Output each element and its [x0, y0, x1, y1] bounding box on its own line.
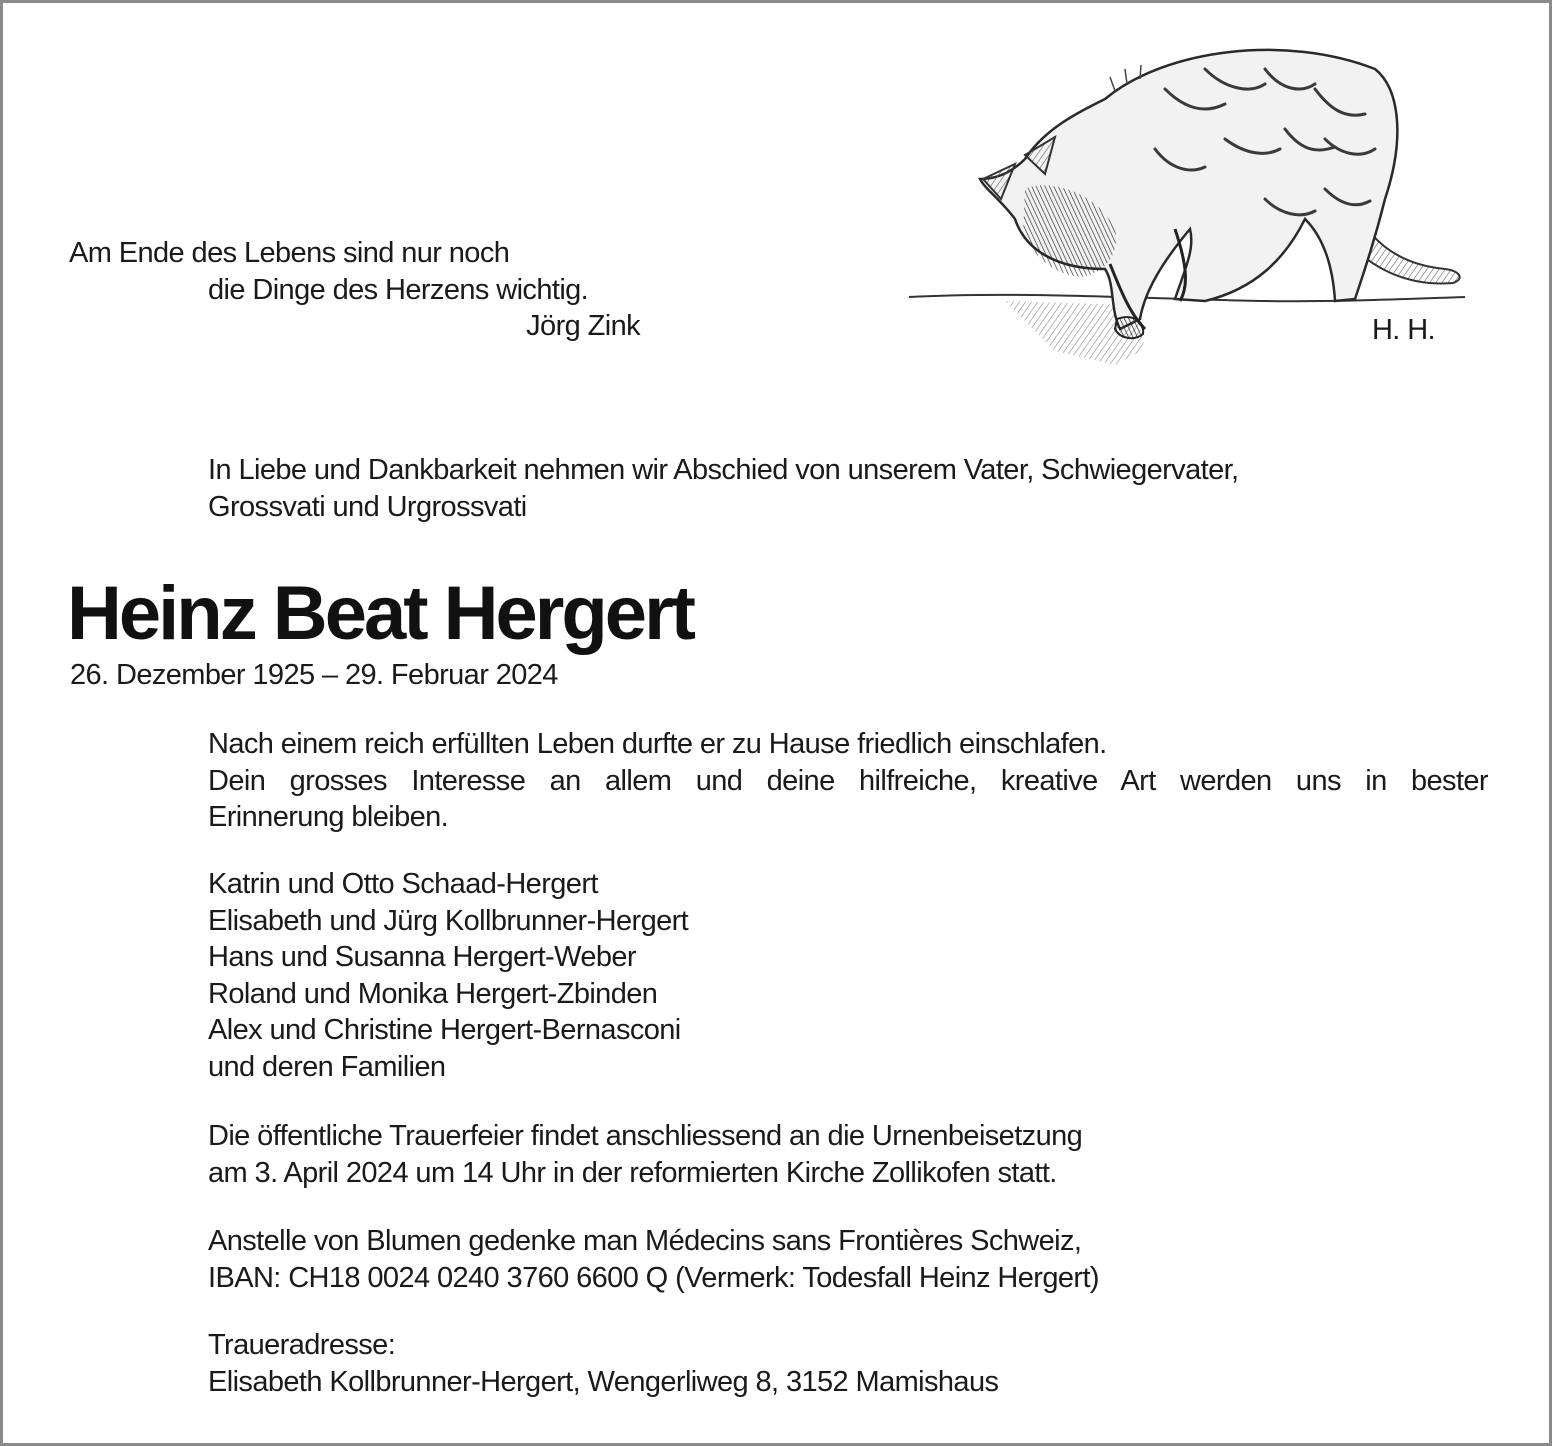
family-list — [208, 866, 1488, 1085]
donation-info — [208, 1223, 1488, 1296]
quote-line-2: die Dinge des Herzens wichtig. — [208, 274, 589, 306]
quote-author: Jörg Zink — [526, 310, 640, 342]
donation-line-1: Anstelle von Blumen gedenke man Médecins sans Frontières Schweiz, — [208, 1225, 1082, 1257]
intro-line-1: In Liebe und Dankbarkeit nehmen wir Abschied von unserem Vater, Schwiegervater, — [208, 454, 1239, 486]
service-line-1: Die öffentliche Trauerfeier findet anschliessend an die Urnenbeisetzung — [208, 1120, 1083, 1152]
service-info — [208, 1118, 1488, 1191]
message-paragraph — [208, 726, 1488, 836]
service-line-2: am 3. April 2024 um 14 Uhr in der reformierten Kirche Zollikofen statt. — [208, 1156, 1057, 1189]
intro-text — [208, 452, 1239, 525]
message-line-2: Dein grosses Interesse an allem und deine hilfreiche, kreative Art werden uns in bester — [208, 764, 1488, 797]
message-line-1: Nach einem reich erfüllten Leben durfte er zu Hause friedlich einschlafen. — [208, 728, 1107, 760]
family-member: Roland und Monika Hergert-Zbinden — [208, 977, 658, 1010]
family-member: und deren Familien — [208, 1050, 446, 1083]
life-dates: 26. Dezember 1925 – 29. Februar 2024 — [70, 659, 558, 691]
address-label: Traueradresse: — [208, 1329, 396, 1361]
deceased-name: Heinz Beat Hergert — [67, 571, 693, 656]
family-member: Alex und Christine Hergert-Bernasconi — [208, 1014, 681, 1046]
family-member: Elisabeth und Jürg Kollbrunner-Hergert — [208, 904, 689, 937]
family-member: Hans und Susanna Hergert-Weber — [208, 941, 636, 973]
address-value: Elisabeth Kollbrunner-Hergert, Wengerliweg 8, 3152 Mamishaus — [208, 1365, 999, 1398]
family-member: Katrin und Otto Schaad-Hergert — [208, 868, 598, 900]
intro-line-2: Grossvati und Urgrossvati — [208, 490, 527, 523]
mourning-address — [208, 1327, 1488, 1400]
illustration-initials: H. H. — [1371, 314, 1435, 346]
donation-iban: IBAN: CH18 0024 0240 3760 6600 Q (Vermerk: Todesfall Heinz Hergert) — [208, 1261, 1099, 1294]
message-line-3: Erinnerung bleiben. — [208, 801, 449, 833]
quote-line-1: Am Ende des Lebens sind nur noch — [69, 237, 510, 269]
